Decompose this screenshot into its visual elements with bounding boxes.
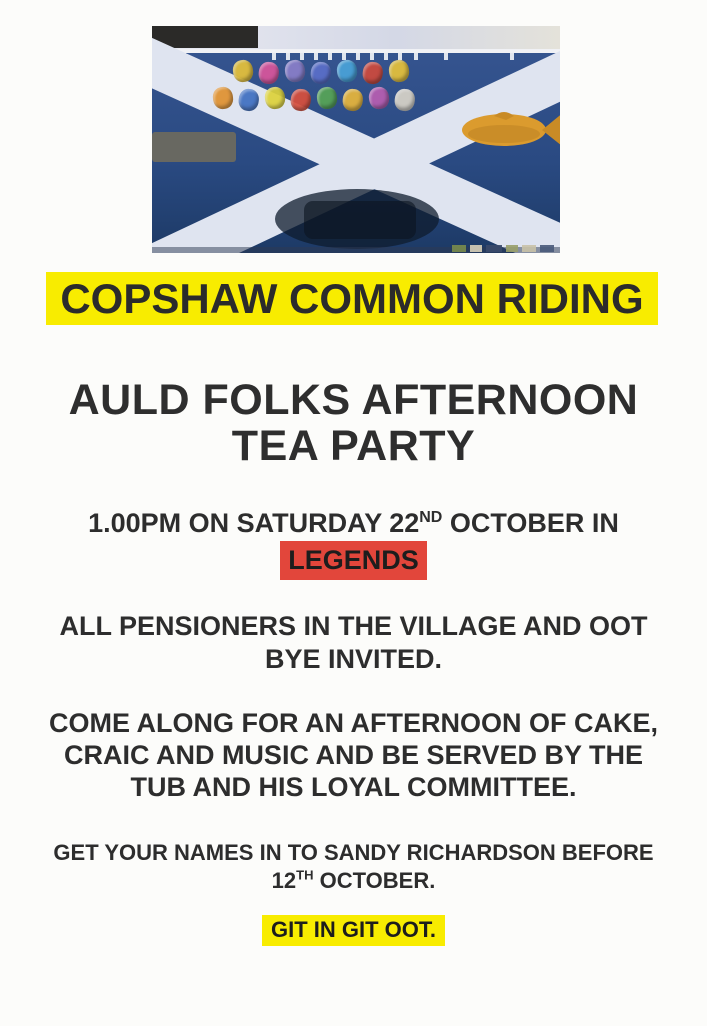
dark-shelf-object	[152, 26, 258, 48]
footer-slogan: GIT IN GIT OOT.	[262, 915, 445, 946]
description-line3: TUB AND HIS LOYAL COMMITTEE.	[130, 772, 577, 802]
rsvp-block	[0, 839, 707, 895]
rsvp-line1: GET YOUR NAMES IN TO SANDY RICHARDSON BEFORE	[53, 840, 654, 865]
invite-block	[0, 610, 707, 676]
dark-shadow-core	[304, 201, 416, 239]
flag-bubble-letters-row2	[210, 87, 418, 109]
flyer-page	[0, 26, 707, 1026]
venue-line	[0, 541, 707, 580]
grey-patch	[152, 132, 236, 162]
ordinal-superscript: TH	[296, 867, 314, 883]
description-block	[0, 707, 707, 803]
main-heading	[0, 377, 707, 469]
datetime-text-post: OCTOBER IN	[442, 508, 619, 538]
rsvp-line2	[0, 867, 707, 895]
flag-top-rail	[152, 49, 560, 53]
invite-line1: ALL PENSIONERS IN THE VILLAGE AND OOT	[59, 611, 648, 641]
footer-slogan-line	[0, 915, 707, 946]
datetime-line	[0, 505, 707, 541]
datetime-block	[0, 505, 707, 580]
main-heading-line2: TEA PARTY	[231, 422, 476, 470]
rsvp-date-post: OCTOBER.	[313, 868, 436, 893]
ordinal-superscript: ND	[419, 509, 443, 526]
main-heading-line1: AULD FOLKS AFTERNOON	[68, 376, 639, 424]
flag-bubble-letters-row1	[230, 60, 412, 82]
invite-line2: BYE INVITED.	[264, 644, 443, 674]
banner-title: COPSHAW COMMON RIDING	[46, 272, 658, 325]
venue-name: LEGENDS	[280, 541, 427, 580]
rsvp-date: 12	[271, 868, 297, 893]
datetime-text-pre: 1.00PM ON SATURDAY 22	[88, 508, 420, 538]
saltire-flag-photo	[152, 26, 560, 253]
description-line2: CRAIC AND MUSIC AND BE SERVED BY THE	[63, 740, 644, 770]
description-line1: COME ALONG FOR AN AFTERNOON OF CAKE,	[49, 708, 658, 738]
